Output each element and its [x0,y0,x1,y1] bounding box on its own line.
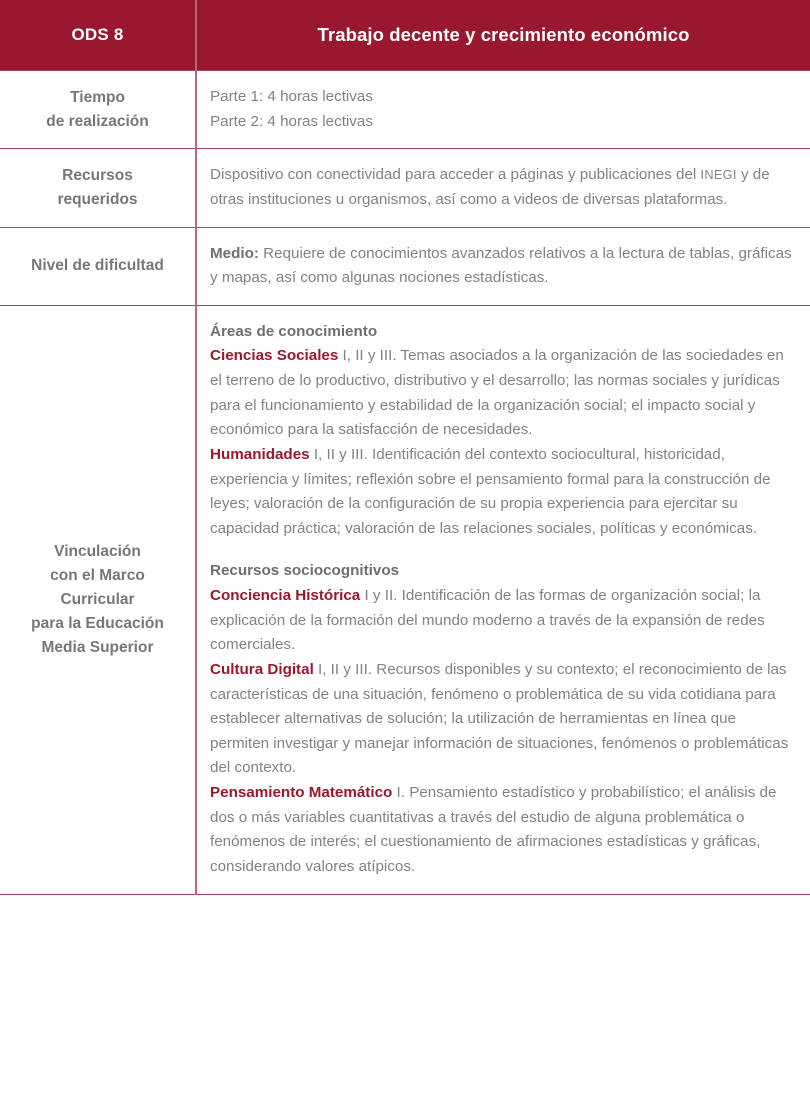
row-label-recursos [0,149,196,227]
tiempo-parte-1: Parte 1: 4 horas lectivas [210,88,373,105]
recursos-inegi-acronym: INEGI [700,167,737,183]
row-label-line: con el Marco [50,566,145,584]
row-label-line: Curricular [60,590,135,608]
areas-heading: Áreas de conocimiento [210,322,378,340]
area-item-ciencias-sociales [210,344,794,443]
row-label-nivel [0,227,196,305]
resource-term: Pensamiento Matemático [210,784,393,801]
area-description: I, II y III. Identificación del contexto sociocultural, historicidad, experiencia y límites; reflexión sobre el pensamiento formal para la construcción de leyes; valoración de la configuración de su propia experiencia para ejercitar su capacidad práctica; valoración de las relaciones sociales, políticas y económicas. [210,445,771,537]
row-label-line: Media Superior [41,638,154,656]
row-label-line: de realización [46,112,149,130]
area-item-humanidades [210,443,794,542]
tiempo-parte-2: Parte 2: 4 horas lectivas [210,112,373,130]
row-content-recursos [196,149,810,227]
table-row-recursos [0,149,810,227]
row-content-tiempo [196,71,810,149]
resource-item-pensamiento-matematico [210,781,794,880]
resource-item-cultura-digital [210,658,794,781]
area-description: I, II y III. Temas asociados a la organización de las sociedades en el terreno de lo productivo, distributivo y el desarrollo; las normas sociales y jurídicas para el funcionamiento y estabilidad de la organización social; el impacto social y económico para la satisfacción de necesidades. [210,347,784,439]
nivel-paragraph [210,242,794,291]
resource-description: I y II. Identificación de las formas de organización social; la explicación de la formación del mundo moderno a través de la expansión de redes comerciales. [210,587,765,654]
area-term: Humanidades [210,445,310,463]
row-label-line: requeridos [57,190,138,208]
row-label-line: Recursos [62,166,133,184]
row-content-vinculacion [196,305,810,894]
header-title: Trabajo decente y crecimiento económico [196,0,810,71]
page-bottom-margin [0,895,810,955]
section-spacer [210,541,794,559]
recursos-text-b: y de otras instituciones u organismos, así como a videos de diversas plataformas. [210,166,770,208]
area-term: Ciencias Sociales [210,347,339,365]
row-label-line: Nivel de dificultad [31,257,164,275]
row-label-line: para la Educación [31,614,164,632]
row-label-tiempo [0,71,196,149]
row-content-nivel [196,227,810,305]
resource-description: I. Pensamiento estadístico y probabilístico; el análisis de dos o más variables cuantitativas a través del estudio de alguna problemática o fenómenos de interés; el cuestionamiento de afirmaciones estadísticas y gráficas, considerando valores atípicos. [210,784,777,875]
row-label-vinculacion [0,305,196,894]
row-label-line: Tiempo [70,88,125,106]
header-ods-label: ODS 8 [0,0,196,71]
table-row-tiempo [0,71,810,149]
nivel-description: Requiere de conocimientos avanzados relativos a la lectura de tablas, gráficas y mapas, así como algunas nociones estadísticas. [210,244,792,287]
table-row-vinculacion [0,305,810,894]
recursos-text-a: Dispositivo con conectividad para acceder a páginas y publicaciones del [210,166,701,184]
table-row-nivel [0,227,810,305]
resource-item-conciencia-historica [210,584,794,658]
row-label-line: Vinculación [54,542,141,560]
resource-description: I, II y III. Recursos disponibles y su contexto; el reconocimiento de las características de una situación, fenómeno o problemática de su vida cotidiana para establecer alternativas de solución; la utilización de herramientas en línea que permiten investigar y manejar información de situaciones, fenómenos o problemáticas del contexto. [210,660,789,777]
table-header-row [0,0,810,71]
recursos-paragraph [210,163,794,212]
recursos-sociocognitivos-heading: Recursos sociocognitivos [210,562,400,580]
resource-term: Cultura Digital [210,660,314,678]
resource-term: Conciencia Histórica [210,587,361,604]
nivel-level-badge: Medio: [210,244,259,262]
